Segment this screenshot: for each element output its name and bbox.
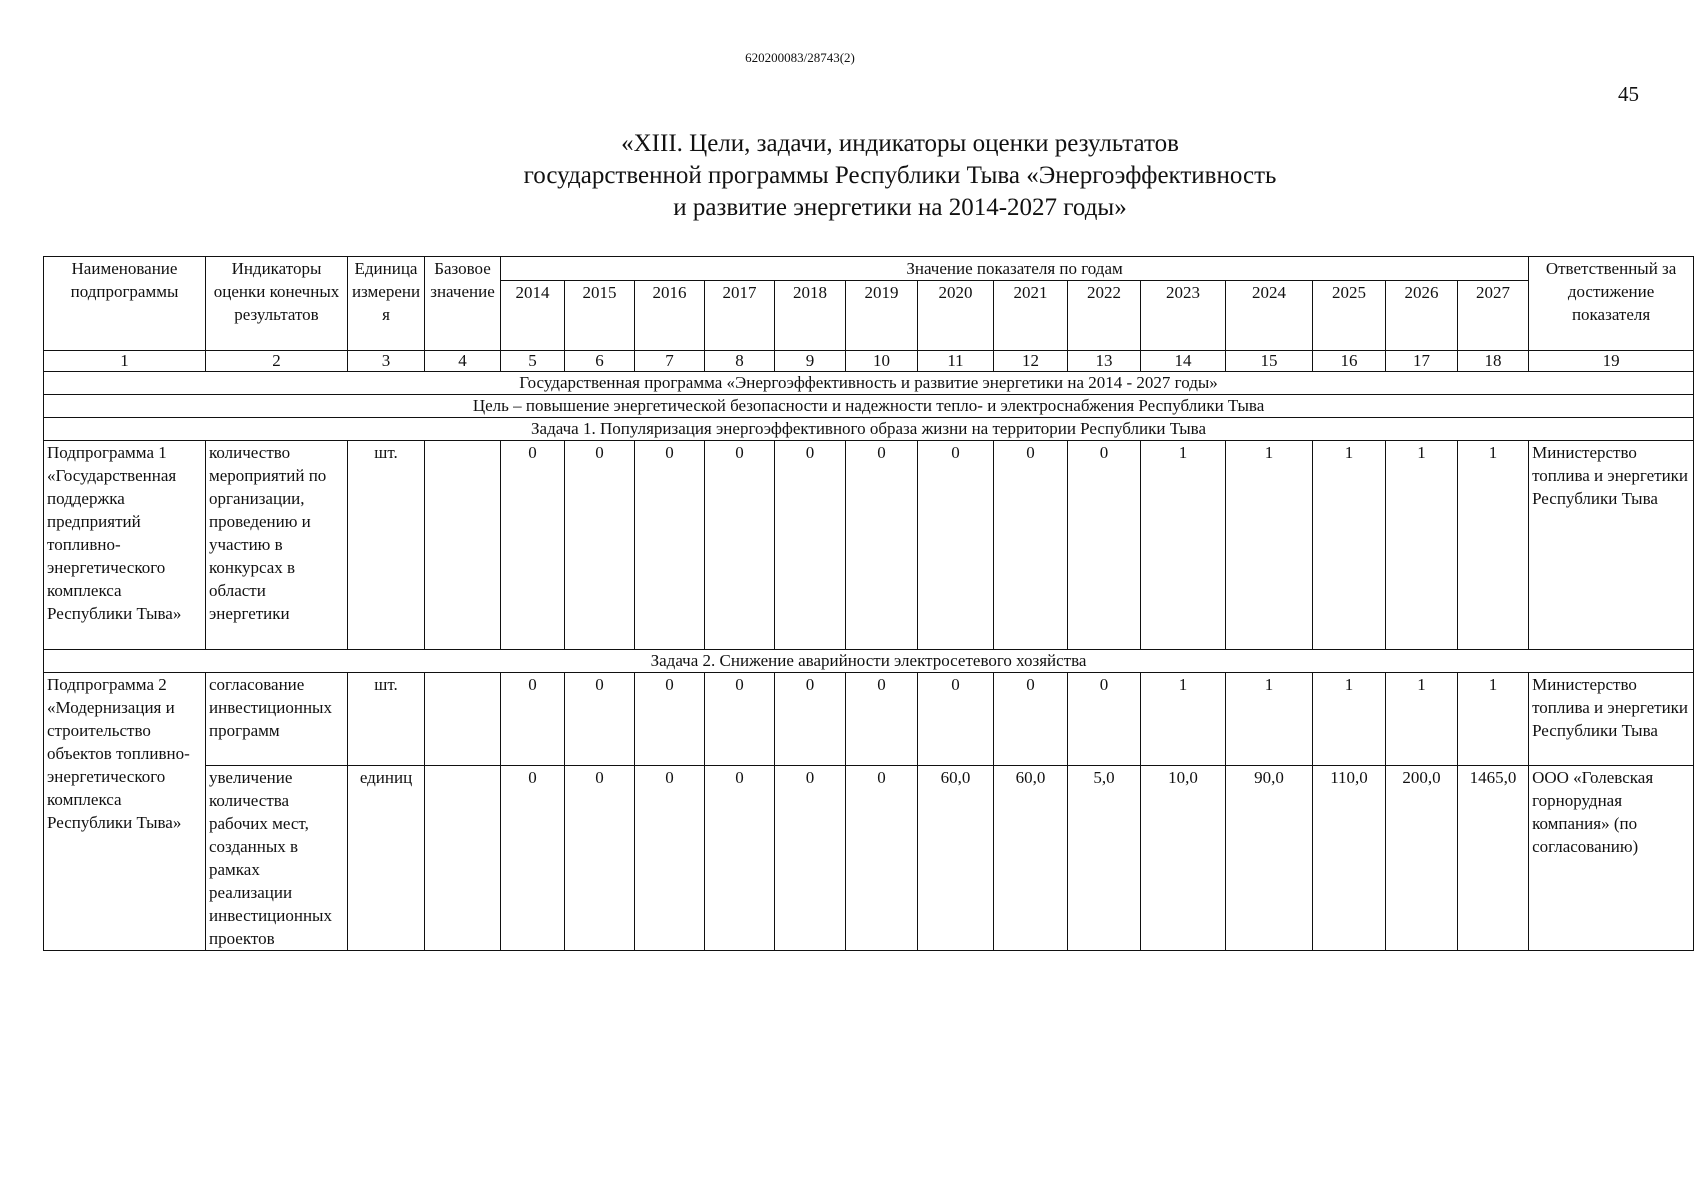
value-cell: 0 xyxy=(565,673,635,766)
header-indicators: Индикаторы оценки конечных результатов xyxy=(206,257,348,351)
column-number: 7 xyxy=(635,351,705,372)
column-number-row xyxy=(44,351,1694,372)
document-number: 620200083/28743(2) xyxy=(745,50,855,65)
page-title xyxy=(0,128,1697,224)
unit-cell: единиц xyxy=(348,766,425,951)
header-year: 2016 xyxy=(635,281,705,351)
column-number: 14 xyxy=(1141,351,1226,372)
column-number: 1 xyxy=(44,351,206,372)
task-2-row: Задача 2. Снижение аварийности электросетевого хозяйства xyxy=(44,650,1694,673)
unit-cell: шт. xyxy=(348,673,425,766)
page-number: 45 xyxy=(1618,82,1639,106)
column-number: 16 xyxy=(1313,351,1386,372)
column-number: 9 xyxy=(775,351,846,372)
indicator-cell: количество мероприятий по организации, проведению и участию в конкурсах в области энергетики xyxy=(206,441,348,650)
value-cell: 0 xyxy=(635,766,705,951)
program-row: Государственная программа «Энергоэффективность и развитие энергетики на 2014 - 2027 годы» xyxy=(44,372,1694,395)
table-row xyxy=(44,766,1694,951)
column-number: 4 xyxy=(425,351,501,372)
table-row xyxy=(44,673,1694,766)
goal-row: Цель – повышение энергетической безопасности и надежности тепло- и электроснабжения Республики Тыва xyxy=(44,395,1694,418)
indicator-cell: согласование инвестиционных программ xyxy=(206,673,348,766)
table-row xyxy=(44,441,1694,650)
column-number: 2 xyxy=(206,351,348,372)
title-line-3: и развитие энергетики на 2014-2027 годы» xyxy=(673,194,1127,221)
responsible-cell: ООО «Голевская горнорудная компания» (по согласованию) xyxy=(1529,766,1694,951)
base-value-cell xyxy=(425,673,501,766)
value-cell: 1 xyxy=(1458,441,1529,650)
value-cell: 1 xyxy=(1226,673,1313,766)
base-value-cell xyxy=(425,441,501,650)
value-cell: 60,0 xyxy=(994,766,1068,951)
value-cell: 0 xyxy=(846,441,918,650)
header-year: 2018 xyxy=(775,281,846,351)
value-cell: 0 xyxy=(918,673,994,766)
header-year: 2015 xyxy=(565,281,635,351)
column-number: 8 xyxy=(705,351,775,372)
value-cell: 0 xyxy=(501,441,565,650)
value-cell: 0 xyxy=(565,766,635,951)
value-cell: 1 xyxy=(1458,673,1529,766)
value-cell: 60,0 xyxy=(918,766,994,951)
value-cell: 1 xyxy=(1141,441,1226,650)
value-cell: 0 xyxy=(705,673,775,766)
value-cell: 0 xyxy=(635,673,705,766)
value-cell: 0 xyxy=(705,441,775,650)
value-cell: 1 xyxy=(1386,673,1458,766)
header-year: 2021 xyxy=(994,281,1068,351)
responsible-cell: Министерство топлива и энергетики Республики Тыва xyxy=(1529,673,1694,766)
header-year: 2025 xyxy=(1313,281,1386,351)
value-cell: 90,0 xyxy=(1226,766,1313,951)
column-number: 13 xyxy=(1068,351,1141,372)
column-number: 17 xyxy=(1386,351,1458,372)
value-cell: 110,0 xyxy=(1313,766,1386,951)
value-cell: 0 xyxy=(565,441,635,650)
header-year: 2023 xyxy=(1141,281,1226,351)
header-subprogram: Наименование подпрограммы xyxy=(44,257,206,351)
column-number: 15 xyxy=(1226,351,1313,372)
subprogram-cell: Подпрограмма 2 «Модернизация и строительство объектов топливно-энергетического комплекса Республики Тыва» xyxy=(44,673,206,951)
value-cell: 0 xyxy=(501,673,565,766)
value-cell: 0 xyxy=(775,441,846,650)
value-cell: 1 xyxy=(1313,673,1386,766)
value-cell: 0 xyxy=(635,441,705,650)
indicator-cell: увеличение количества рабочих мест, созданных в рамках реализации инвестиционных проектов xyxy=(206,766,348,951)
value-cell: 5,0 xyxy=(1068,766,1141,951)
value-cell: 10,0 xyxy=(1141,766,1226,951)
value-cell: 0 xyxy=(1068,673,1141,766)
value-cell: 0 xyxy=(775,766,846,951)
title-line-2: государственной программы Республики Тыва «Энергоэффективность xyxy=(523,162,1277,189)
header-year: 2024 xyxy=(1226,281,1313,351)
column-number: 5 xyxy=(501,351,565,372)
subprogram-cell: Подпрограмма 1 «Государственная поддержка предприятий топливно-энергетического комплекса Республики Тыва» xyxy=(44,441,206,650)
value-cell: 0 xyxy=(1068,441,1141,650)
responsible-cell: Министерство топлива и энергетики Республики Тыва xyxy=(1529,441,1694,650)
value-cell: 0 xyxy=(705,766,775,951)
header-unit: Единица измерения xyxy=(348,257,425,351)
value-cell: 0 xyxy=(994,441,1068,650)
column-number: 12 xyxy=(994,351,1068,372)
header-year: 2017 xyxy=(705,281,775,351)
column-number: 11 xyxy=(918,351,994,372)
value-cell: 1465,0 xyxy=(1458,766,1529,951)
header-year: 2022 xyxy=(1068,281,1141,351)
header-values-by-year: Значение показателя по годам xyxy=(501,257,1529,281)
column-number: 19 xyxy=(1529,351,1694,372)
header-year: 2027 xyxy=(1458,281,1529,351)
value-cell: 200,0 xyxy=(1386,766,1458,951)
header-base-value: Базовое значение xyxy=(425,257,501,351)
value-cell: 0 xyxy=(501,766,565,951)
unit-cell: шт. xyxy=(348,441,425,650)
value-cell: 1 xyxy=(1313,441,1386,650)
indicators-table xyxy=(43,256,1694,951)
header-year: 2026 xyxy=(1386,281,1458,351)
value-cell: 0 xyxy=(918,441,994,650)
task-1-row: Задача 1. Популяризация энергоэффективного образа жизни на территории Республики Тыва xyxy=(44,418,1694,441)
header-responsible: Ответственный за достижение показателя xyxy=(1529,257,1694,351)
column-number: 18 xyxy=(1458,351,1529,372)
column-number: 6 xyxy=(565,351,635,372)
base-value-cell xyxy=(425,766,501,951)
column-number: 10 xyxy=(846,351,918,372)
column-number: 3 xyxy=(348,351,425,372)
header-year: 2020 xyxy=(918,281,994,351)
value-cell: 0 xyxy=(846,673,918,766)
value-cell: 1 xyxy=(1226,441,1313,650)
value-cell: 1 xyxy=(1386,441,1458,650)
header-year: 2019 xyxy=(846,281,918,351)
value-cell: 0 xyxy=(846,766,918,951)
header-year: 2014 xyxy=(501,281,565,351)
value-cell: 1 xyxy=(1141,673,1226,766)
value-cell: 0 xyxy=(994,673,1068,766)
title-line-1: «XIII. Цели, задачи, индикаторы оценки результатов xyxy=(621,130,1179,157)
value-cell: 0 xyxy=(775,673,846,766)
